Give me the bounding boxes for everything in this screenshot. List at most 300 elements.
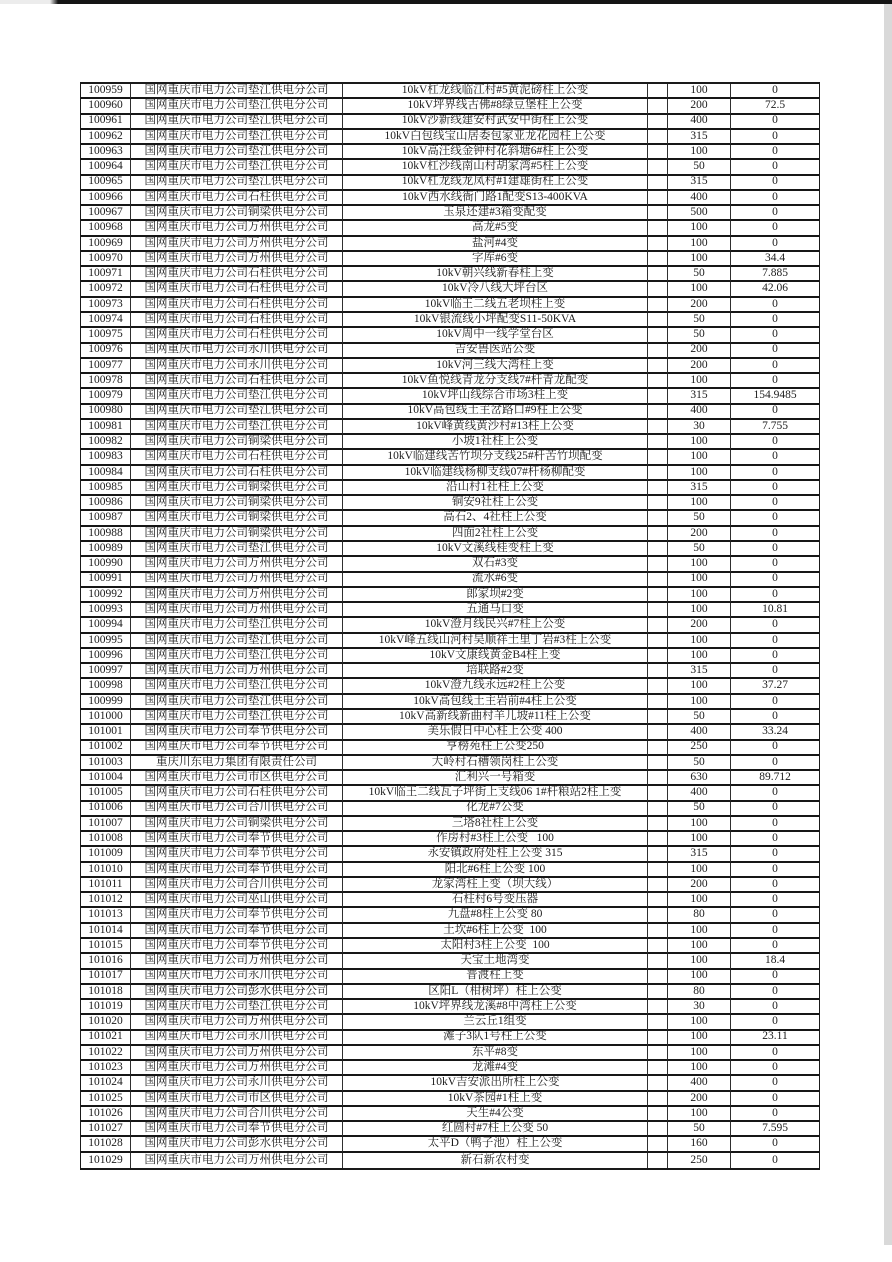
cell-equipment-name: 作房村#3柱上公变 100 — [343, 832, 648, 847]
cell-company: 国网重庆市电力公司奉节供电分公司 — [131, 847, 343, 862]
cell-value: 37.27 — [731, 679, 819, 694]
cell-equipment-name: 天生#4公变 — [343, 1107, 648, 1122]
cell-value: 0 — [731, 344, 819, 359]
table-row — [81, 1031, 819, 1046]
cell-equipment-name: 10kV澄九线永远#2柱上公变 — [343, 679, 648, 694]
cell-equipment-name: 五通马口变 — [343, 603, 648, 618]
cell-value: 0 — [731, 450, 819, 465]
cell-equipment-name: 小坡1社柱上公变 — [343, 435, 648, 450]
cell-value: 0 — [731, 1000, 819, 1015]
cell-record-id: 101013 — [81, 908, 131, 923]
cell-company: 国网重庆市电力公司垫江供电分公司 — [131, 420, 343, 435]
cell-capacity: 315 — [668, 481, 731, 496]
cell-capacity: 200 — [668, 298, 731, 313]
cell-company: 国网重庆市电力公司万州供电分公司 — [131, 1046, 343, 1061]
table-row — [81, 832, 819, 847]
table-row — [81, 557, 819, 572]
cell-capacity: 50 — [668, 542, 731, 557]
cell-spacer — [648, 237, 668, 252]
cell-company: 国网重庆市电力公司石柱供电分公司 — [131, 450, 343, 465]
cell-capacity: 100 — [668, 557, 731, 572]
cell-record-id: 100982 — [81, 435, 131, 450]
cell-company: 国网重庆市电力公司石柱供电分公司 — [131, 786, 343, 801]
cell-company: 国网重庆市电力公司彭水供电分公司 — [131, 985, 343, 1000]
cell-value: 0 — [731, 359, 819, 374]
cell-equipment-name: 兰云丘1组变 — [343, 1015, 648, 1030]
cell-value: 0 — [731, 557, 819, 572]
window-top-edge — [0, 0, 892, 4]
cell-equipment-name: 10kV临建线杨柳支线07#杆杨柳配变 — [343, 466, 648, 481]
cell-spacer — [648, 115, 668, 130]
cell-capacity: 100 — [668, 634, 731, 649]
cell-spacer — [648, 450, 668, 465]
cell-equipment-name: 10kV周中一线学堂台区 — [343, 328, 648, 343]
cell-capacity: 100 — [668, 695, 731, 710]
cell-equipment-name: 10kV西水线衙门路1配变S13-400KVA — [343, 191, 648, 206]
cell-capacity: 100 — [668, 1061, 731, 1076]
cell-value: 0 — [731, 542, 819, 557]
cell-equipment-name: 太阳村3柱上公变 100 — [343, 939, 648, 954]
cell-equipment-name: 太平D（鸭子池）柱上公变 — [343, 1137, 648, 1152]
table-row — [81, 374, 819, 389]
cell-spacer — [648, 588, 668, 603]
cell-company: 国网重庆市电力公司万州供电分公司 — [131, 557, 343, 572]
cell-capacity: 100 — [668, 252, 731, 267]
cell-equipment-name: 10kV朝兴线新春柱上变 — [343, 267, 648, 282]
cell-capacity: 100 — [668, 603, 731, 618]
cell-company: 国网重庆市电力公司垫江供电分公司 — [131, 130, 343, 145]
cell-record-id: 100967 — [81, 206, 131, 221]
cell-equipment-name: 10kV临王二线五老坝柱上变 — [343, 298, 648, 313]
cell-capacity: 315 — [668, 130, 731, 145]
table-row — [81, 145, 819, 160]
table-row — [81, 389, 819, 404]
cell-capacity: 50 — [668, 160, 731, 175]
cell-value: 0 — [731, 206, 819, 221]
cell-spacer — [648, 832, 668, 847]
cell-record-id: 100981 — [81, 420, 131, 435]
cell-equipment-name: 双石#3变 — [343, 557, 648, 572]
cell-capacity: 200 — [668, 527, 731, 542]
cell-record-id: 101022 — [81, 1046, 131, 1061]
cell-company: 国网重庆市电力公司万州供电分公司 — [131, 573, 343, 588]
cell-value: 0 — [731, 741, 819, 756]
cell-company: 国网重庆市电力公司永川供电分公司 — [131, 970, 343, 985]
cell-capacity: 100 — [668, 450, 731, 465]
cell-capacity: 315 — [668, 847, 731, 862]
cell-spacer — [648, 649, 668, 664]
cell-equipment-name: 亨榜苑柱上公变250 — [343, 741, 648, 756]
cell-equipment-name: 红圆村#7柱上公变 50 — [343, 1122, 648, 1137]
cell-capacity: 50 — [668, 267, 731, 282]
cell-spacer — [648, 679, 668, 694]
cell-spacer — [648, 908, 668, 923]
cell-company: 国网重庆市电力公司垫江供电分公司 — [131, 618, 343, 633]
table-row — [81, 527, 819, 542]
cell-value: 10.81 — [731, 603, 819, 618]
cell-company: 国网重庆市电力公司垫江供电分公司 — [131, 84, 343, 99]
cell-value: 0 — [772, 1153, 778, 1166]
cell-record-id: 100976 — [81, 344, 131, 359]
cell-capacity: 400 — [668, 786, 731, 801]
cell-spacer — [648, 511, 668, 526]
cell-record-id: 100986 — [81, 496, 131, 511]
cell-record-id: 101008 — [81, 832, 131, 847]
cell-capacity: 200 — [668, 99, 731, 114]
table-row — [81, 679, 819, 694]
cell-record-id: 100999 — [81, 695, 131, 710]
cell-spacer — [648, 496, 668, 511]
table-row — [81, 359, 819, 374]
cell-capacity: 50 — [668, 802, 731, 817]
table-row — [81, 160, 819, 175]
cell-record-id: 100959 — [81, 84, 131, 99]
cell-spacer — [648, 435, 668, 450]
cell-value: 0 — [731, 908, 819, 923]
cell-spacer — [648, 1107, 668, 1122]
cell-value: 0 — [731, 588, 819, 603]
cell-capacity: 50 — [668, 511, 731, 526]
cell-capacity: 100 — [668, 466, 731, 481]
cell-value: 0 — [731, 481, 819, 496]
cell-spacer — [648, 160, 668, 175]
cell-spacer — [648, 420, 668, 435]
cell-value: 0 — [731, 1061, 819, 1076]
cell-capacity: 100 — [668, 573, 731, 588]
cell-spacer — [648, 84, 668, 99]
cell-record-id: 101000 — [81, 710, 131, 725]
table-row — [81, 435, 819, 450]
cell-equipment-name: 美乐假日中心柱上公变 400 — [343, 725, 648, 740]
cell-value: 23.11 — [731, 1031, 819, 1046]
cell-capacity: 100 — [668, 832, 731, 847]
cell-record-id: 101024 — [81, 1076, 131, 1091]
cell-equipment-name: 九盘#8柱上公变 80 — [343, 908, 648, 923]
cell-spacer — [648, 1015, 668, 1030]
cell-record-id: 101009 — [81, 847, 131, 862]
cell-value: 0 — [731, 893, 819, 908]
cell-company: 重庆川东电力集团有限责任公司 — [131, 756, 343, 771]
cell-spacer — [648, 664, 668, 679]
cell-equipment-name: 10kV冷八线大坪台区 — [343, 282, 648, 297]
cell-value: 33.24 — [731, 725, 819, 740]
cell-spacer — [648, 282, 668, 297]
cell-record-id: 101011 — [81, 878, 131, 893]
cell-record-id: 100961 — [81, 115, 131, 130]
cell-value: 0 — [731, 511, 819, 526]
table-row — [81, 878, 819, 893]
table-row — [81, 221, 819, 236]
cell-value: 0 — [731, 115, 819, 130]
cell-company: 国网重庆市电力公司万州供电分公司 — [131, 252, 343, 267]
cell-spacer — [648, 786, 668, 801]
cell-spacer — [648, 267, 668, 282]
cell-record-id: 100987 — [81, 511, 131, 526]
cell-equipment-name: 化龙#7公变 — [343, 802, 648, 817]
cell-record-id: 101020 — [81, 1015, 131, 1030]
table-row — [81, 634, 819, 649]
cell-capacity: 400 — [668, 725, 731, 740]
cell-equipment-name: 三塔8社柱上公变 — [343, 817, 648, 832]
cell-company: 国网重庆市电力公司合川供电分公司 — [131, 1107, 343, 1122]
cell-value: 154.9485 — [731, 389, 819, 404]
table-row — [81, 710, 819, 725]
table-row — [81, 466, 819, 481]
cell-record-id: 100991 — [81, 573, 131, 588]
cell-value: 0 — [731, 863, 819, 878]
cell-equipment-name: 10kV峰黄线黄沙村#13柱上公变 — [343, 420, 648, 435]
cell-spacer — [648, 191, 668, 206]
cell-value: 0 — [731, 832, 819, 847]
cell-company: 国网重庆市电力公司万州供电分公司 — [131, 664, 343, 679]
table-row — [81, 893, 819, 908]
cell-value: 0 — [731, 160, 819, 175]
cell-equipment-name: 10kV鱼悦线青龙分支线7#杆青龙配变 — [343, 374, 648, 389]
cell-record-id: 101004 — [81, 771, 131, 786]
cell-spacer — [648, 1000, 668, 1015]
cell-company: 国网重庆市电力公司铜梁供电分公司 — [131, 496, 343, 511]
cell-spacer — [648, 1122, 668, 1137]
cell-spacer — [648, 1076, 668, 1091]
table-row — [81, 298, 819, 313]
cell-capacity: 100 — [668, 1015, 731, 1030]
table-row — [81, 756, 819, 771]
table-row — [81, 1015, 819, 1030]
cell-equipment-name: 10kV河三线大湾柱上变 — [343, 359, 648, 374]
cell-capacity: 100 — [668, 954, 731, 969]
cell-spacer — [648, 466, 668, 481]
cell-spacer — [648, 802, 668, 817]
cell-company: 国网重庆市电力公司市区供电分公司 — [131, 1092, 343, 1107]
table-row — [81, 802, 819, 817]
cell-record-id: 100989 — [81, 542, 131, 557]
cell-value: 0 — [731, 1015, 819, 1030]
cell-company: 国网重庆市电力公司巫山供电分公司 — [131, 893, 343, 908]
cell-record-id: 101010 — [81, 863, 131, 878]
cell-value: 0 — [731, 970, 819, 985]
cell-capacity: 80 — [668, 908, 731, 923]
table-row — [81, 664, 819, 679]
cell-company: 国网重庆市电力公司铜梁供电分公司 — [131, 511, 343, 526]
cell-value: 0 — [731, 191, 819, 206]
cell-equipment-name: 滩子3队1号柱上公变 — [343, 1031, 648, 1046]
cell-spacer — [648, 313, 668, 328]
cell-spacer — [648, 1061, 668, 1076]
cell-spacer — [648, 817, 668, 832]
cell-capacity: 250 — [668, 1153, 731, 1168]
cell-spacer — [648, 741, 668, 756]
cell-record-id: 100971 — [81, 267, 131, 282]
table-row — [81, 84, 819, 99]
table-row — [81, 573, 819, 588]
cell-record-id: 101017 — [81, 970, 131, 985]
cell-value: 0 — [731, 847, 819, 862]
cell-capacity: 50 — [668, 313, 731, 328]
cell-value: 89.712 — [731, 771, 819, 786]
cell-company: 国网重庆市电力公司万州供电分公司 — [131, 1061, 343, 1076]
cell-capacity: 315 — [668, 176, 731, 191]
cell-value: 0 — [731, 756, 819, 771]
cell-record-id: 101023 — [81, 1061, 131, 1076]
cell-record-id: 100980 — [81, 405, 131, 420]
cell-capacity: 400 — [668, 1076, 731, 1091]
cell-capacity: 200 — [668, 344, 731, 359]
cell-value: 0 — [731, 84, 819, 99]
table-row — [81, 496, 819, 511]
cell-capacity: 100 — [668, 282, 731, 297]
cell-spacer — [648, 618, 668, 633]
table-row — [81, 1061, 819, 1076]
table-row — [81, 450, 819, 465]
cell-spacer — [648, 344, 668, 359]
cell-equipment-name: 新石新农村变 — [343, 1153, 648, 1168]
cell-record-id: 100992 — [81, 588, 131, 603]
cell-equipment-name: 10kV文康线黄金B4柱上变 — [343, 649, 648, 664]
cell-capacity: 100 — [668, 970, 731, 985]
cell-equipment-name: 10kV银流线小坪配变S11-50KVA — [343, 313, 648, 328]
cell-company: 国网重庆市电力公司铜梁供电分公司 — [131, 817, 343, 832]
cell-record-id: 101002 — [81, 741, 131, 756]
cell-equipment-name: 10kV高包线土主岔路口#9柱上公变 — [343, 405, 648, 420]
cell-company: 国网重庆市电力公司万州供电分公司 — [131, 588, 343, 603]
cell-record-id: 101027 — [81, 1122, 131, 1137]
cell-capacity: 100 — [668, 496, 731, 511]
cell-equipment-name: 10kV文溪线桂变柱上变 — [343, 542, 648, 557]
cell-equipment-name: 吉安兽医站公变 — [343, 344, 648, 359]
cell-capacity: 100 — [668, 145, 731, 160]
cell-spacer — [648, 725, 668, 740]
cell-value: 0 — [731, 878, 819, 893]
cell-value: 0 — [731, 466, 819, 481]
cell-record-id: 100983 — [81, 450, 131, 465]
cell-record-id: 101021 — [81, 1031, 131, 1046]
cell-capacity: 500 — [668, 206, 731, 221]
cell-company: 国网重庆市电力公司奉节供电分公司 — [131, 741, 343, 756]
cell-company: 国网重庆市电力公司万州供电分公司 — [131, 221, 343, 236]
cell-company: 国网重庆市电力公司石柱供电分公司 — [131, 191, 343, 206]
cell-spacer — [648, 1046, 668, 1061]
cell-spacer — [648, 130, 668, 145]
cell-company: 国网重庆市电力公司石柱供电分公司 — [131, 466, 343, 481]
cell-company: 国网重庆市电力公司石柱供电分公司 — [131, 267, 343, 282]
cell-company: 国网重庆市电力公司万州供电分公司 — [131, 237, 343, 252]
table-row — [81, 1153, 819, 1168]
table-row — [81, 924, 819, 939]
table-row — [81, 695, 819, 710]
cell-spacer — [648, 954, 668, 969]
cell-value: 0 — [731, 435, 819, 450]
table-row — [81, 344, 819, 359]
cell-equipment-name: 10kV吉安派出所柱上公变 — [343, 1076, 648, 1091]
table-row — [81, 1107, 819, 1122]
table-row — [81, 313, 819, 328]
cell-spacer — [648, 771, 668, 786]
table-row — [81, 252, 819, 267]
cell-equipment-name: 10kV峰五线山河村吴顺祥土里丁岩#3柱上公变 — [343, 634, 648, 649]
cell-spacer — [648, 710, 668, 725]
cell-spacer — [648, 557, 668, 572]
cell-equipment-name: 10kV坪界线龙溪#8中湾柱上公变 — [343, 1000, 648, 1015]
cell-capacity: 200 — [668, 618, 731, 633]
cell-equipment-name: 铜安9社柱上公变 — [343, 496, 648, 511]
cell-company: 国网重庆市电力公司石柱供电分公司 — [131, 313, 343, 328]
cell-value: 0 — [731, 939, 819, 954]
cell-spacer — [648, 878, 668, 893]
cell-company: 国网重庆市电力公司垫江供电分公司 — [131, 160, 343, 175]
cell-record-id: 101006 — [81, 802, 131, 817]
table-row — [81, 1046, 819, 1061]
table-row — [81, 191, 819, 206]
cell-company: 国网重庆市电力公司奉节供电分公司 — [131, 939, 343, 954]
cell-value: 0 — [731, 924, 819, 939]
table-row — [81, 328, 819, 343]
cell-company: 国网重庆市电力公司垫江供电分公司 — [131, 389, 343, 404]
cell-equipment-name: 10kV杠龙线龙凤村#1建雄街柱上公变 — [343, 176, 648, 191]
cell-record-id: 100973 — [81, 298, 131, 313]
cell-record-id: 100968 — [81, 221, 131, 236]
cell-value: 0 — [731, 176, 819, 191]
cell-value: 0 — [731, 1046, 819, 1061]
cell-company: 国网重庆市电力公司石柱供电分公司 — [131, 298, 343, 313]
table-row — [81, 725, 819, 740]
cell-record-id: 100990 — [81, 557, 131, 572]
cell-capacity: 50 — [668, 756, 731, 771]
cell-company: 国网重庆市电力公司合川供电分公司 — [131, 878, 343, 893]
cell-capacity: 100 — [668, 649, 731, 664]
cell-equipment-name: 10kV杠龙线临江村#5黄泥磅柱上公变 — [343, 84, 648, 99]
cell-company: 国网重庆市电力公司垫江供电分公司 — [131, 176, 343, 191]
cell-record-id: 100975 — [81, 328, 131, 343]
cell-value: 0 — [731, 1092, 819, 1107]
cell-value: 0 — [731, 1137, 819, 1152]
cell-company: 国网重庆市电力公司奉节供电分公司 — [131, 725, 343, 740]
cell-value: 0 — [731, 221, 819, 236]
cell-spacer — [648, 756, 668, 771]
cell-equipment-name: 培联路#2变 — [343, 664, 648, 679]
cell-record-id: 101019 — [81, 1000, 131, 1015]
table-row — [81, 1092, 819, 1107]
cell-company: 国网重庆市电力公司铜梁供电分公司 — [131, 435, 343, 450]
cell-equipment-name: 阳北#6柱上公变 100 — [343, 863, 648, 878]
cell-spacer — [648, 1092, 668, 1107]
cell-equipment-name: 石柱村6号变压器 — [343, 893, 648, 908]
cell-value: 0 — [731, 817, 819, 832]
cell-record-id: 100997 — [81, 664, 131, 679]
cell-company: 国网重庆市电力公司石柱供电分公司 — [131, 374, 343, 389]
cell-value: 0 — [731, 985, 819, 1000]
cell-equipment-name: 玉泉还建#3箱变配变 — [343, 206, 648, 221]
cell-company: 国网重庆市电力公司奉节供电分公司 — [131, 1122, 343, 1137]
cell-spacer — [648, 1153, 668, 1168]
cell-spacer — [648, 145, 668, 160]
cell-equipment-name: 沿山村1社柱上公变 — [343, 481, 648, 496]
cell-equipment-name: 流水#6变 — [343, 573, 648, 588]
cell-equipment-name: 龙家湾柱上变（坝大线） — [343, 878, 648, 893]
cell-value: 0 — [731, 695, 819, 710]
cell-record-id: 100964 — [81, 160, 131, 175]
scrollbar-track[interactable] — [884, 4, 892, 1245]
cell-company: 国网重庆市电力公司铜梁供电分公司 — [131, 481, 343, 496]
cell-value: 42.06 — [731, 282, 819, 297]
cell-equipment-name: 天宝土地湾变 — [343, 954, 648, 969]
cell-company: 国网重庆市电力公司垫江供电分公司 — [131, 649, 343, 664]
cell-company: 国网重庆市电力公司奉节供电分公司 — [131, 863, 343, 878]
cell-record-id: 100972 — [81, 282, 131, 297]
cell-company: 国网重庆市电力公司垫江供电分公司 — [131, 99, 343, 114]
cell-equipment-name: 10kV临王二线瓦子坪街上支线06 1#杆粮站2柱上变 — [343, 786, 648, 801]
cell-record-id: 101005 — [81, 786, 131, 801]
cell-spacer — [648, 970, 668, 985]
